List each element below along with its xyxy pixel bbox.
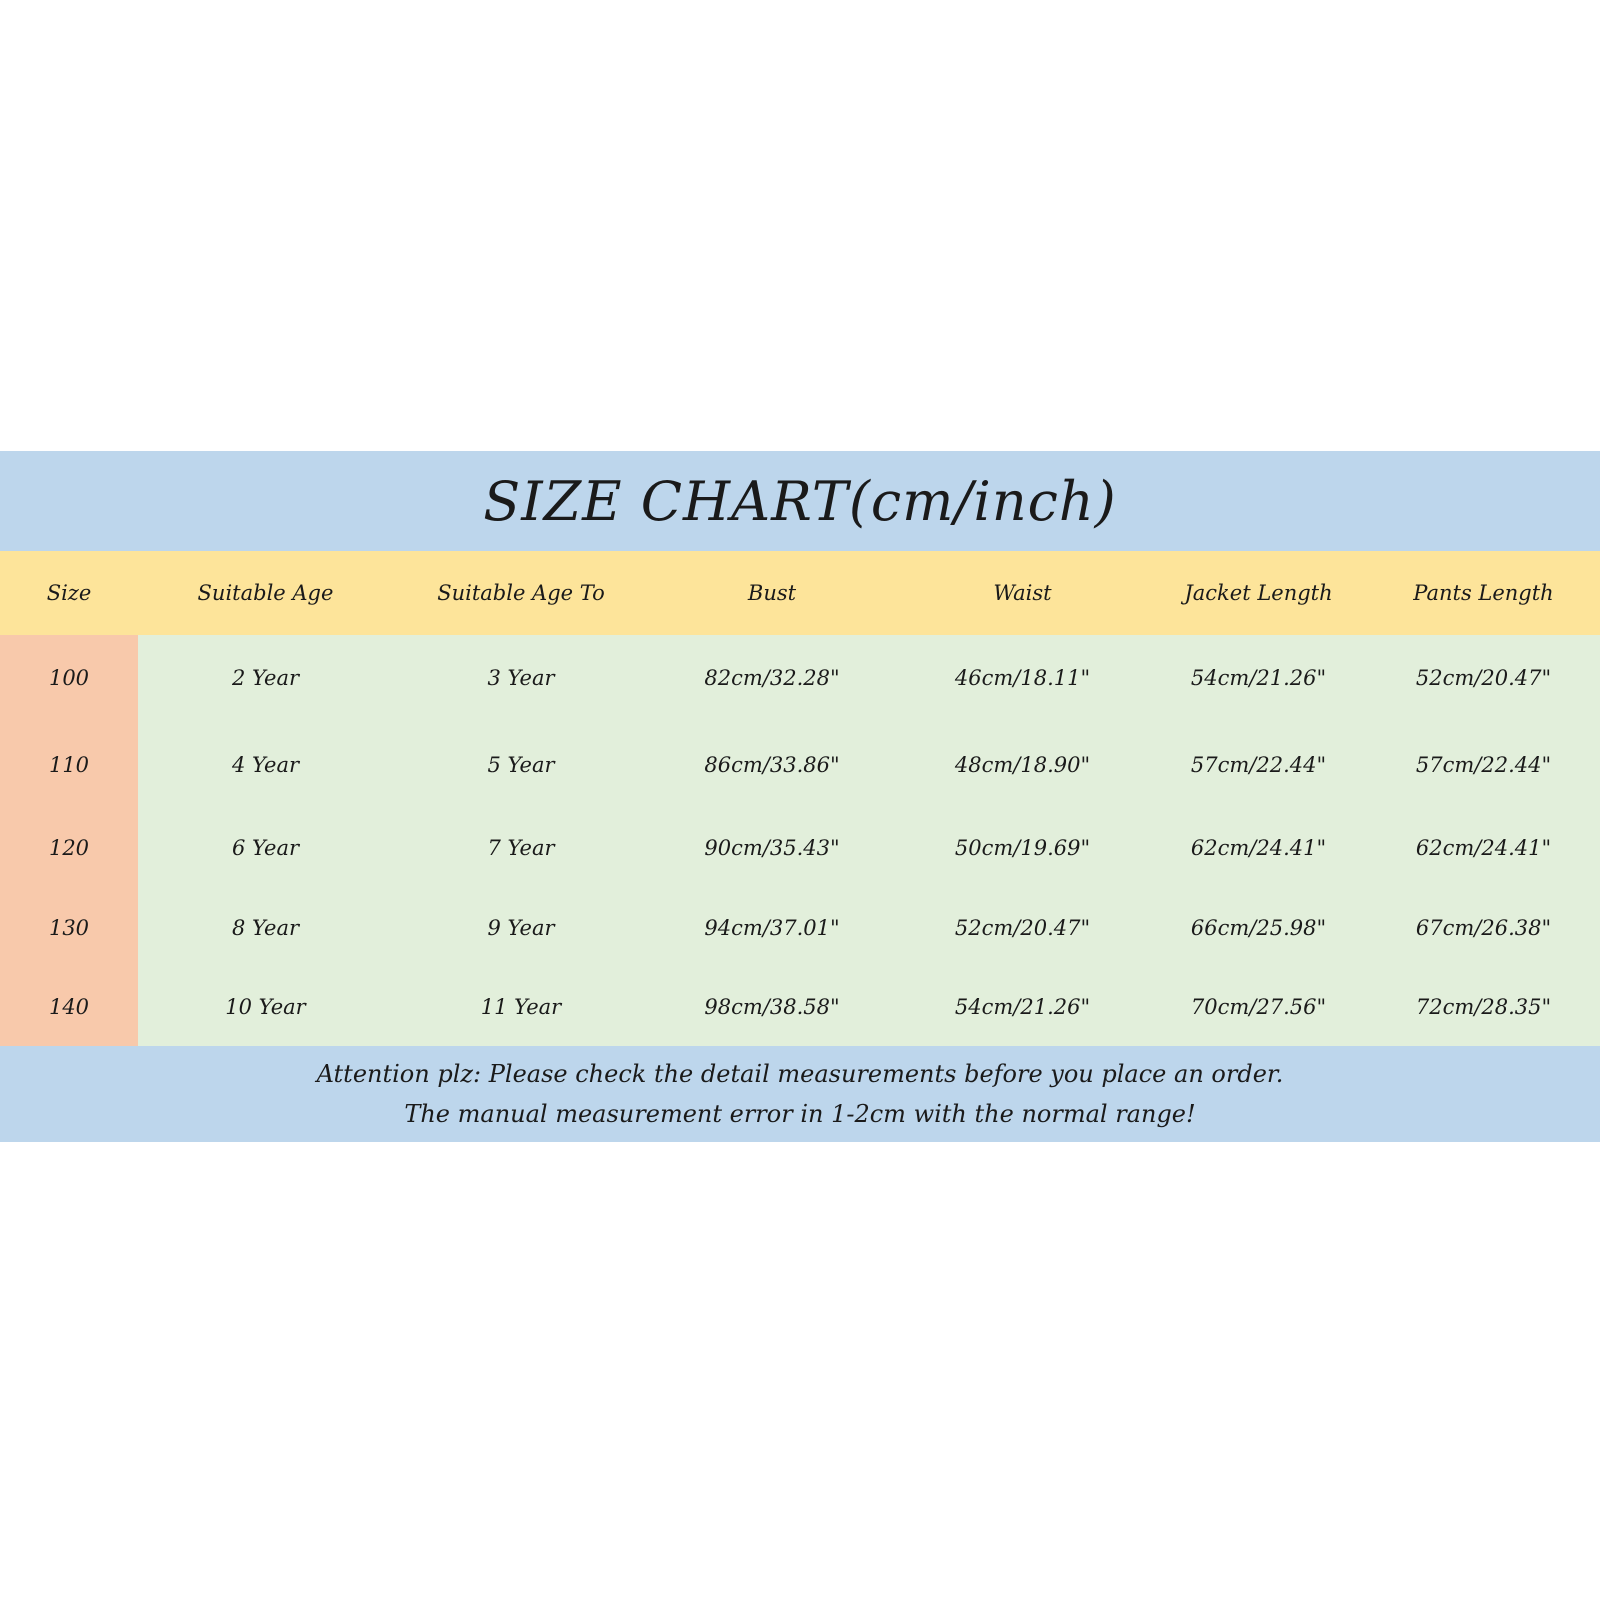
bust-cell: 94cm/37.01" bbox=[649, 888, 895, 967]
jacket-length-cell: 70cm/27.56" bbox=[1150, 967, 1367, 1046]
waist-cell: 48cm/18.90" bbox=[895, 721, 1150, 808]
header-suitable-age-to: Suitable Age To bbox=[393, 551, 649, 635]
suitable-age-cell: 8 Year bbox=[138, 888, 393, 967]
suitable-age-to-cell: 3 Year bbox=[393, 635, 649, 721]
waist-cell: 52cm/20.47" bbox=[895, 888, 1150, 967]
size-cell: 120 bbox=[0, 808, 138, 888]
bust-cell: 86cm/33.86" bbox=[649, 721, 895, 808]
header-waist: Waist bbox=[895, 551, 1150, 635]
waist-cell: 54cm/21.26" bbox=[895, 967, 1150, 1046]
pants-length-cell: 62cm/24.41" bbox=[1367, 808, 1600, 888]
header-jacket-length: Jacket Length bbox=[1150, 551, 1367, 635]
waist-cell: 50cm/19.69" bbox=[895, 808, 1150, 888]
bust-cell: 98cm/38.58" bbox=[649, 967, 895, 1046]
suitable-age-cell: 2 Year bbox=[138, 635, 393, 721]
title-band bbox=[0, 451, 1600, 551]
jacket-length-cell: 66cm/25.98" bbox=[1150, 888, 1367, 967]
waist-cell: 46cm/18.11" bbox=[895, 635, 1150, 721]
pants-length-cell: 57cm/22.44" bbox=[1367, 721, 1600, 808]
table-row bbox=[0, 888, 1600, 967]
suitable-age-cell: 10 Year bbox=[138, 967, 393, 1046]
bust-cell: 82cm/32.28" bbox=[649, 635, 895, 721]
suitable-age-to-cell: 11 Year bbox=[393, 967, 649, 1046]
jacket-length-cell: 62cm/24.41" bbox=[1150, 808, 1367, 888]
pants-length-cell: 67cm/26.38" bbox=[1367, 888, 1600, 967]
table-row bbox=[0, 808, 1600, 888]
suitable-age-to-cell: 7 Year bbox=[393, 808, 649, 888]
jacket-length-cell: 57cm/22.44" bbox=[1150, 721, 1367, 808]
suitable-age-to-cell: 9 Year bbox=[393, 888, 649, 967]
pants-length-cell: 72cm/28.35" bbox=[1367, 967, 1600, 1046]
table-row bbox=[0, 721, 1600, 808]
size-cell: 100 bbox=[0, 635, 138, 721]
note-line-1: Attention plz: Please check the detail measurements before you place an order. bbox=[316, 1060, 1284, 1088]
header-pants-length: Pants Length bbox=[1367, 551, 1600, 635]
size-table bbox=[0, 551, 1600, 1046]
size-cell: 110 bbox=[0, 721, 138, 808]
header-bust: Bust bbox=[649, 551, 895, 635]
header-size: Size bbox=[0, 551, 138, 635]
size-chart bbox=[0, 451, 1600, 1142]
size-cell: 130 bbox=[0, 888, 138, 967]
suitable-age-cell: 4 Year bbox=[138, 721, 393, 808]
pants-length-cell: 52cm/20.47" bbox=[1367, 635, 1600, 721]
attention-note bbox=[0, 1046, 1600, 1142]
header-suitable-age: Suitable Age bbox=[138, 551, 393, 635]
suitable-age-cell: 6 Year bbox=[138, 808, 393, 888]
size-cell: 140 bbox=[0, 967, 138, 1046]
jacket-length-cell: 54cm/21.26" bbox=[1150, 635, 1367, 721]
table-row bbox=[0, 635, 1600, 721]
note-line-2: The manual measurement error in 1-2cm with the normal range! bbox=[404, 1100, 1196, 1128]
suitable-age-to-cell: 5 Year bbox=[393, 721, 649, 808]
bust-cell: 90cm/35.43" bbox=[649, 808, 895, 888]
header-row bbox=[0, 551, 1600, 635]
table-row bbox=[0, 967, 1600, 1046]
chart-title: SIZE CHART(cm/inch) bbox=[483, 469, 1117, 533]
